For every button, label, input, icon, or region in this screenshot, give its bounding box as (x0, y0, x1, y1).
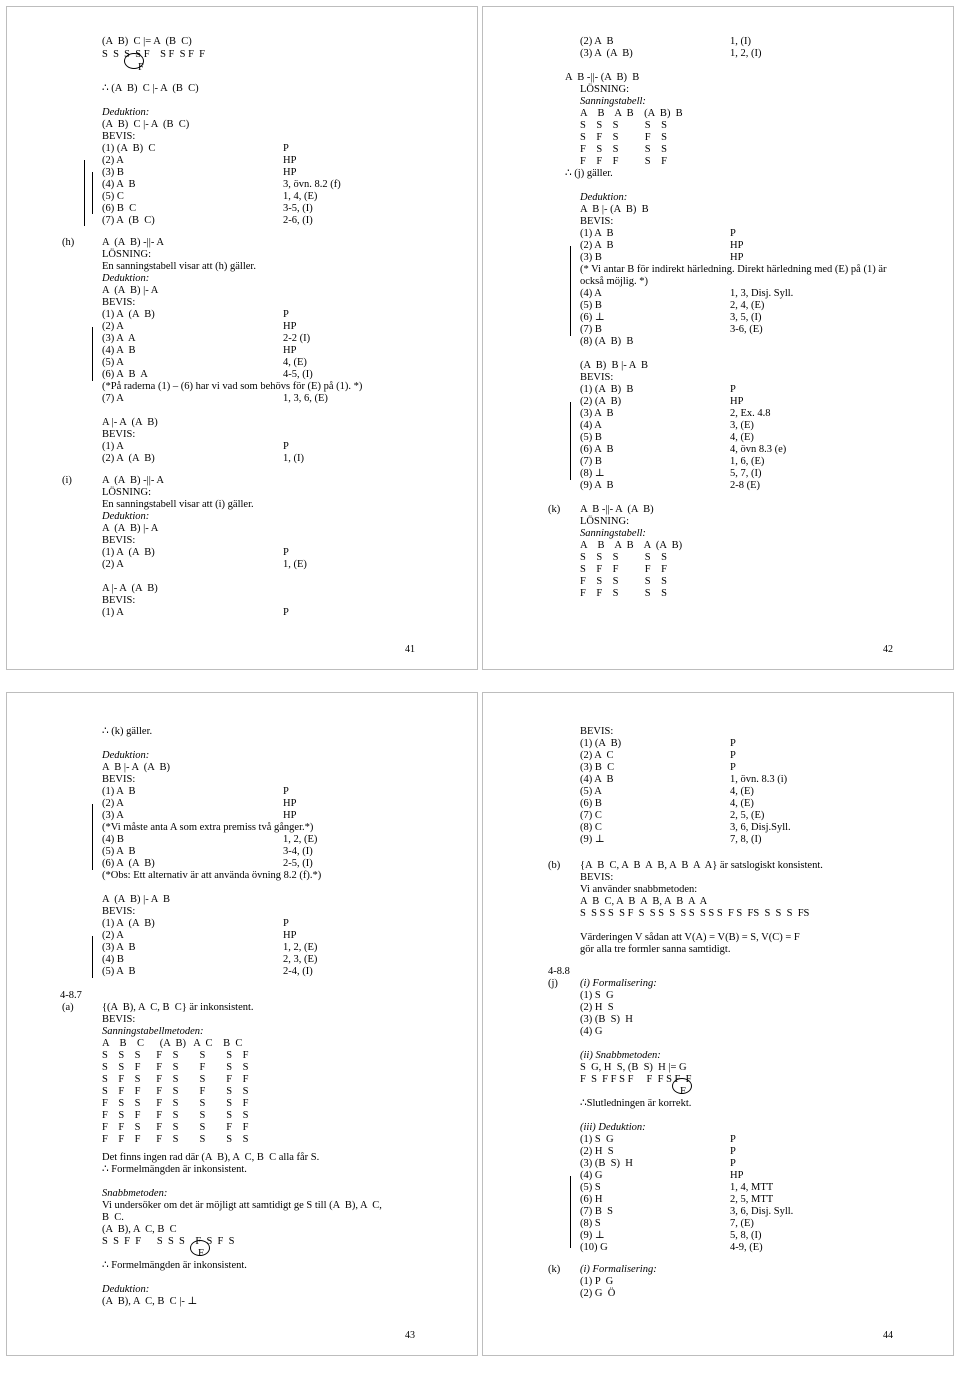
text-line: (3) (B S) H (580, 1014, 633, 1025)
text-line: Vi undersöker om det är möjligt att samtidigt ge S till (A B), A C, (102, 1200, 382, 1211)
page-44 (482, 692, 954, 1356)
text-line: A B -||- A (A B) (580, 504, 654, 515)
text-line: ∴ (A B) C |- A (B C) (102, 83, 199, 94)
text-line: (k) (548, 1264, 561, 1275)
text-line: S S F F S F S S (102, 1062, 249, 1073)
text-line: också möjlig. *) (580, 276, 648, 287)
text-line: (6) A (A B) (102, 858, 155, 869)
justification: 2-2 (I) (283, 333, 311, 344)
text-line: (3) A (102, 810, 124, 821)
text-line: (iii) Deduktion: (580, 1122, 646, 1133)
text-line: (j) (548, 978, 558, 989)
justification: 3, 5, (I) (730, 312, 762, 323)
text-line: (2) (A B) (580, 396, 622, 407)
justification: 4-9, (E) (730, 1242, 763, 1253)
text-line: (2) A C (580, 750, 614, 761)
text-line: A (A B) -||- A (102, 237, 164, 248)
justification: P (283, 547, 289, 558)
text-line: (4) A (580, 288, 602, 299)
text-line: (i) (62, 475, 72, 486)
text-line: F F S S S (580, 588, 667, 599)
justification: 4, (E) (730, 786, 754, 797)
justification: P (283, 786, 289, 797)
text-line: A B C (A B) A C B C (102, 1038, 243, 1049)
text-line: Värderingen V sådan att V(A) = V(B) = S, V(C) = F (580, 932, 800, 943)
subproof-bar (92, 804, 93, 870)
text-line: (* Vi antar B för indirekt härledning. Direkt härledning med (E) på (1) är (580, 264, 887, 275)
text-line: (2) A (102, 155, 124, 166)
text-line: (9) ⊥ (580, 1230, 605, 1241)
justification: P (283, 607, 289, 618)
justification: 2-6, (I) (283, 215, 313, 226)
text-line: BEVIS: (580, 872, 614, 883)
text-line: S S S S F S F S F F (102, 49, 206, 60)
text-line: (A B), A C, B C |- ⊥ (102, 1296, 198, 1307)
justification: P (730, 1134, 736, 1145)
justification: 3, 6, Disj.Syll. (730, 822, 791, 833)
text-line: (*Obs: Ett alternativ är att använda övning 8.2 (f).*) (102, 870, 322, 881)
page-41 (6, 6, 478, 670)
text-line: (3) A (A B) (580, 48, 633, 59)
text-line: (4) A (580, 420, 602, 431)
justification: P (730, 762, 736, 773)
text-line: A |- A (A B) (102, 417, 158, 428)
text-line: (3) A B (102, 942, 136, 953)
text-line: S S S S S F S S S S S S S S S F S FS S S S FS (580, 908, 810, 919)
text-line: S F F F F (580, 564, 667, 575)
subproof-bar (84, 160, 85, 226)
text-line: S F S F S (580, 132, 667, 143)
text-line: (2) H S (580, 1002, 614, 1013)
page-number: 41 (405, 644, 415, 655)
text-line: F F F F S S S S (102, 1134, 249, 1145)
text-line: (*Vi måste anta A som extra premiss två gånger.*) (102, 822, 314, 833)
text-line: (6) B (580, 798, 602, 809)
text-line: A (A B) |- A B (102, 894, 171, 905)
text-line: F S S S S (580, 144, 667, 155)
text-line: (k) (548, 504, 561, 515)
justification: P (283, 309, 289, 320)
subproof-bar (570, 402, 571, 480)
text-line: A B -||- (A B) B (565, 72, 640, 83)
text-line: (2) A B (580, 240, 614, 251)
text-line: (8) C (580, 822, 602, 833)
text-line: (6) B C (102, 203, 137, 214)
text-line: Deduktion: (102, 107, 150, 118)
text-line: Deduktion: (102, 273, 150, 284)
justification: 2-4, (I) (283, 966, 313, 977)
justification: 1, 4, (E) (283, 191, 318, 202)
text-line: (a) (62, 1002, 74, 1013)
text-line: (4) A B (580, 774, 614, 785)
text-line: (8) (A B) B (580, 336, 634, 347)
text-line: ∴ Formelmängden är inkonsistent. (102, 1260, 247, 1271)
text-line: Vi använder snabbmetoden: (580, 884, 698, 895)
text-line: (1) A (A B) (102, 547, 155, 558)
text-line: (*På raderna (1) – (6) har vi vad som behövs för (E) på (1). *) (102, 381, 363, 392)
text-line: (1) A (A B) (102, 918, 155, 929)
text-line: ∴ (k) gäller. (102, 726, 153, 737)
text-line: LÖSNING: (102, 487, 151, 498)
text-line: (4) B (102, 834, 124, 845)
text-line: (7) B S (580, 1206, 613, 1217)
justification: 1, (E) (283, 559, 307, 570)
text-line: F F F S F (580, 156, 667, 167)
justification: 4, (E) (730, 432, 754, 443)
text-line: (1) A (102, 441, 124, 452)
text-line: ∴ Formelmängden är inkonsistent. (102, 1164, 247, 1175)
text-line: (6) ⊥ (580, 312, 605, 323)
text-line: (7) A (B C) (102, 215, 155, 226)
text-line: (5) A B (102, 966, 136, 977)
text-line: (1) A B (102, 786, 136, 797)
text-line: A B A B (A B) B (580, 108, 683, 119)
text-line: (2) A (A B) (102, 453, 155, 464)
text-line: A (A B) -||- A (102, 475, 164, 486)
justification: 1, 2, (I) (730, 48, 762, 59)
text-line: LÖSNING: (580, 84, 629, 95)
justification: HP (283, 167, 297, 178)
text-line: (10) G (580, 1242, 608, 1253)
page-number: 44 (883, 1330, 893, 1341)
text-line: A (A B) |- A (102, 523, 159, 534)
text-line: S F F F S F S S (102, 1086, 249, 1097)
text-line: En sanningstabell visar att (h) gäller. (102, 261, 256, 272)
justification: P (283, 441, 289, 452)
text-line: (i) Formalisering: (580, 1264, 657, 1275)
justification: 2, Ex. 4.8 (730, 408, 771, 419)
text-line: (1) A (A B) (102, 309, 155, 320)
justification: 2, 3, (E) (283, 954, 318, 965)
text-line: Deduktion: (580, 192, 628, 203)
text-line: (1) (A B) (580, 738, 622, 749)
subproof-bar (570, 246, 571, 336)
text-line: {(A B), A C, B C} är inkonsistent. (102, 1002, 254, 1013)
justification: 2-5, (I) (283, 858, 313, 869)
justification: HP (730, 252, 744, 263)
text-line: (5) A B (102, 846, 136, 857)
subproof-bar (92, 172, 93, 214)
text-line: En sanningstabell visar att (i) gäller. (102, 499, 254, 510)
justification: HP (283, 798, 297, 809)
text-line: (ii) Snabbmetoden: (580, 1050, 661, 1061)
text-line: ∴ (j) gäller. (565, 168, 613, 179)
text-line: Sanningstabell: (580, 528, 646, 539)
text-line: (6) H (580, 1194, 603, 1205)
text-line: BEVIS: (102, 131, 136, 142)
justification: 2-8 (E) (730, 480, 761, 491)
justification: 1, 2, (E) (283, 834, 318, 845)
text-line: (9) A B (580, 480, 614, 491)
justification: 1, 6, (E) (730, 456, 765, 467)
text-line: (2) A (102, 321, 124, 332)
justification: 1, 4, MTT (730, 1182, 774, 1193)
text-line: (2) G Ö (580, 1288, 616, 1299)
subproof-bar (92, 327, 93, 381)
text-line: (1) A (102, 607, 124, 618)
justification: 1, 3, Disj. Syll. (730, 288, 794, 299)
text-line: F F S F S S F F (102, 1122, 249, 1133)
text-line: BEVIS: (102, 297, 136, 308)
justification: HP (283, 930, 297, 941)
text-line: (7) A (102, 393, 124, 404)
justification: P (730, 1158, 736, 1169)
justification: 7, (E) (730, 1218, 754, 1229)
justification: P (730, 738, 736, 749)
text-line: (8) S (580, 1218, 601, 1229)
text-line: BEVIS: (102, 1014, 136, 1025)
text-line: (b) (548, 860, 561, 871)
text-line: Deduktion: (102, 750, 150, 761)
text-line: F S S S S (580, 576, 667, 587)
text-line: (2) A B (580, 36, 614, 47)
page-42 (482, 6, 954, 670)
justification: HP (283, 810, 297, 821)
text-line: (A B), A C, B C (102, 1224, 177, 1235)
justification: 5, 7, (I) (730, 468, 762, 479)
text-line: (3) B C (580, 762, 615, 773)
text-line: BEVIS: (102, 535, 136, 546)
text-line: (4) A B (102, 179, 136, 190)
text-line: (3) A B (580, 408, 614, 419)
justification: 3, (E) (730, 420, 754, 431)
text-line: F S S F S S S F (102, 1098, 249, 1109)
text-line: 4-8.7 (60, 990, 82, 1001)
text-line: F (680, 1086, 686, 1097)
text-line: A B |- (A B) B (580, 204, 649, 215)
justification: 3, 6, Disj. Syll. (730, 1206, 794, 1217)
text-line: (1) S G (580, 1134, 614, 1145)
justification: 1, (I) (730, 36, 751, 47)
text-line: (h) (62, 237, 75, 248)
text-line: (4) G (580, 1170, 603, 1181)
text-line: (9) ⊥ (580, 834, 605, 845)
text-line: S G, H S, (B S) H |= G (580, 1062, 687, 1073)
text-line: (2) H S (580, 1146, 614, 1157)
justification: 1, 3, 6, (E) (283, 393, 328, 404)
text-line: A (A B) |- A (102, 285, 159, 296)
text-line: (7) B (580, 456, 602, 467)
text-line: A B C, A B A B, A B A A (580, 896, 708, 907)
text-line: (6) A B A (102, 369, 148, 380)
text-line: ∴Slutledningen är korrekt. (580, 1098, 692, 1109)
justification: 4-5, (I) (283, 369, 313, 380)
justification: 3-5, (I) (283, 203, 313, 214)
text-line: (4) B (102, 954, 124, 965)
text-line: Deduktion: (102, 1284, 150, 1295)
text-line: (A B) C |- A (B C) (102, 119, 190, 130)
text-line: (5) B (580, 432, 602, 443)
text-line: (1) S G (580, 990, 614, 1001)
text-line: BEVIS: (102, 595, 136, 606)
justification: 2, 4, (E) (730, 300, 765, 311)
text-line: (3) A A (102, 333, 136, 344)
text-line: (1) P G (580, 1276, 614, 1287)
text-line: (2) A (102, 559, 124, 570)
justification: HP (730, 396, 744, 407)
justification: 3-4, (I) (283, 846, 313, 857)
justification: P (730, 1146, 736, 1157)
text-line: F S F F S S S S (102, 1110, 249, 1121)
text-line: Sanningstabell: (580, 96, 646, 107)
text-line: A B A B A (A B) (580, 540, 683, 551)
text-line: LÖSNING: (102, 249, 151, 260)
text-line: BEVIS: (102, 429, 136, 440)
text-line: Snabbmetoden: (102, 1188, 168, 1199)
text-line: (5) C (102, 191, 124, 202)
text-line: (3) B (102, 167, 124, 178)
justification: P (283, 143, 289, 154)
text-line: BEVIS: (102, 906, 136, 917)
text-line: (5) S (580, 1182, 601, 1193)
justification: P (283, 918, 289, 929)
justification: 5, 8, (I) (730, 1230, 762, 1241)
justification: 3-6, (E) (730, 324, 763, 335)
page-number: 43 (405, 1330, 415, 1341)
justification: HP (730, 1170, 744, 1181)
text-line: LÖSNING: (580, 516, 629, 527)
text-line: (8) ⊥ (580, 468, 605, 479)
text-line: BEVIS: (580, 216, 614, 227)
justification: 4, övn 8.3 (e) (730, 444, 787, 455)
text-line: (3) B (580, 252, 602, 263)
text-line: (6) A B (580, 444, 614, 455)
text-line: S S S S S (580, 552, 667, 563)
text-line: (7) B (580, 324, 602, 335)
text-line: (A B) C |= A (B C) (102, 36, 192, 47)
text-line: A |- A (A B) (102, 583, 158, 594)
justification: P (730, 384, 736, 395)
text-line: A B |- A (A B) (102, 762, 171, 773)
justification: HP (283, 345, 297, 356)
subproof-bar (570, 1176, 571, 1248)
text-line: (5) B (580, 300, 602, 311)
text-line: B C. (102, 1212, 124, 1223)
justification: 4, (E) (730, 798, 754, 809)
text-line: S S S F S S S F (102, 1050, 249, 1061)
justification: 7, 8, (I) (730, 834, 762, 845)
text-line: BEVIS: (580, 726, 614, 737)
text-line: BEVIS: (102, 774, 136, 785)
text-line: F (138, 62, 144, 73)
justification: HP (283, 321, 297, 332)
text-line: (2) A (102, 798, 124, 809)
justification: 3, övn. 8.2 (f) (283, 179, 341, 190)
text-line: S S F F S S S F S F S (102, 1236, 235, 1247)
text-line: (1) (A B) C (102, 143, 156, 154)
text-line: (7) C (580, 810, 602, 821)
justification: HP (730, 240, 744, 251)
justification: 1, övn. 8.3 (i) (730, 774, 788, 785)
text-line: F (198, 1248, 204, 1259)
page-number: 42 (883, 644, 893, 655)
text-line: 4-8.8 (548, 966, 570, 977)
text-line: S S S S S (580, 120, 667, 131)
text-line: BEVIS: (580, 372, 614, 383)
subproof-bar (92, 936, 93, 978)
justification: 4, (E) (283, 357, 307, 368)
justification: 2, 5, MTT (730, 1194, 774, 1205)
text-line: {A B C, A B A B, A B A A} är satslogiskt konsistent. (580, 860, 823, 871)
text-line: (5) A (580, 786, 602, 797)
text-line: (2) A (102, 930, 124, 941)
text-line: (1) A B (580, 228, 614, 239)
text-line: (4) G (580, 1026, 603, 1037)
text-line: gör alla tre formler sanna samtidigt. (580, 944, 731, 955)
text-line: (A B) B |- A B (580, 360, 649, 371)
text-line: (1) (A B) B (580, 384, 634, 395)
text-line: Sanningstabellmetoden: (102, 1026, 204, 1037)
justification: 2, 5, (E) (730, 810, 765, 821)
justification: P (730, 228, 736, 239)
text-line: (i) Formalisering: (580, 978, 657, 989)
text-line: (5) A (102, 357, 124, 368)
justification: HP (283, 155, 297, 166)
justification: 1, 2, (E) (283, 942, 318, 953)
justification: 1, (I) (283, 453, 304, 464)
text-line: (3) (B S) H (580, 1158, 633, 1169)
justification: P (730, 750, 736, 761)
text-line: S F S F S S F F (102, 1074, 249, 1085)
page-43 (6, 692, 478, 1356)
text-line: Det finns ingen rad där (A B), A C, B C alla får S. (102, 1152, 320, 1163)
text-line: F S F F S F F F S F F (580, 1074, 692, 1085)
text-line: (4) A B (102, 345, 136, 356)
text-line: Deduktion: (102, 511, 150, 522)
